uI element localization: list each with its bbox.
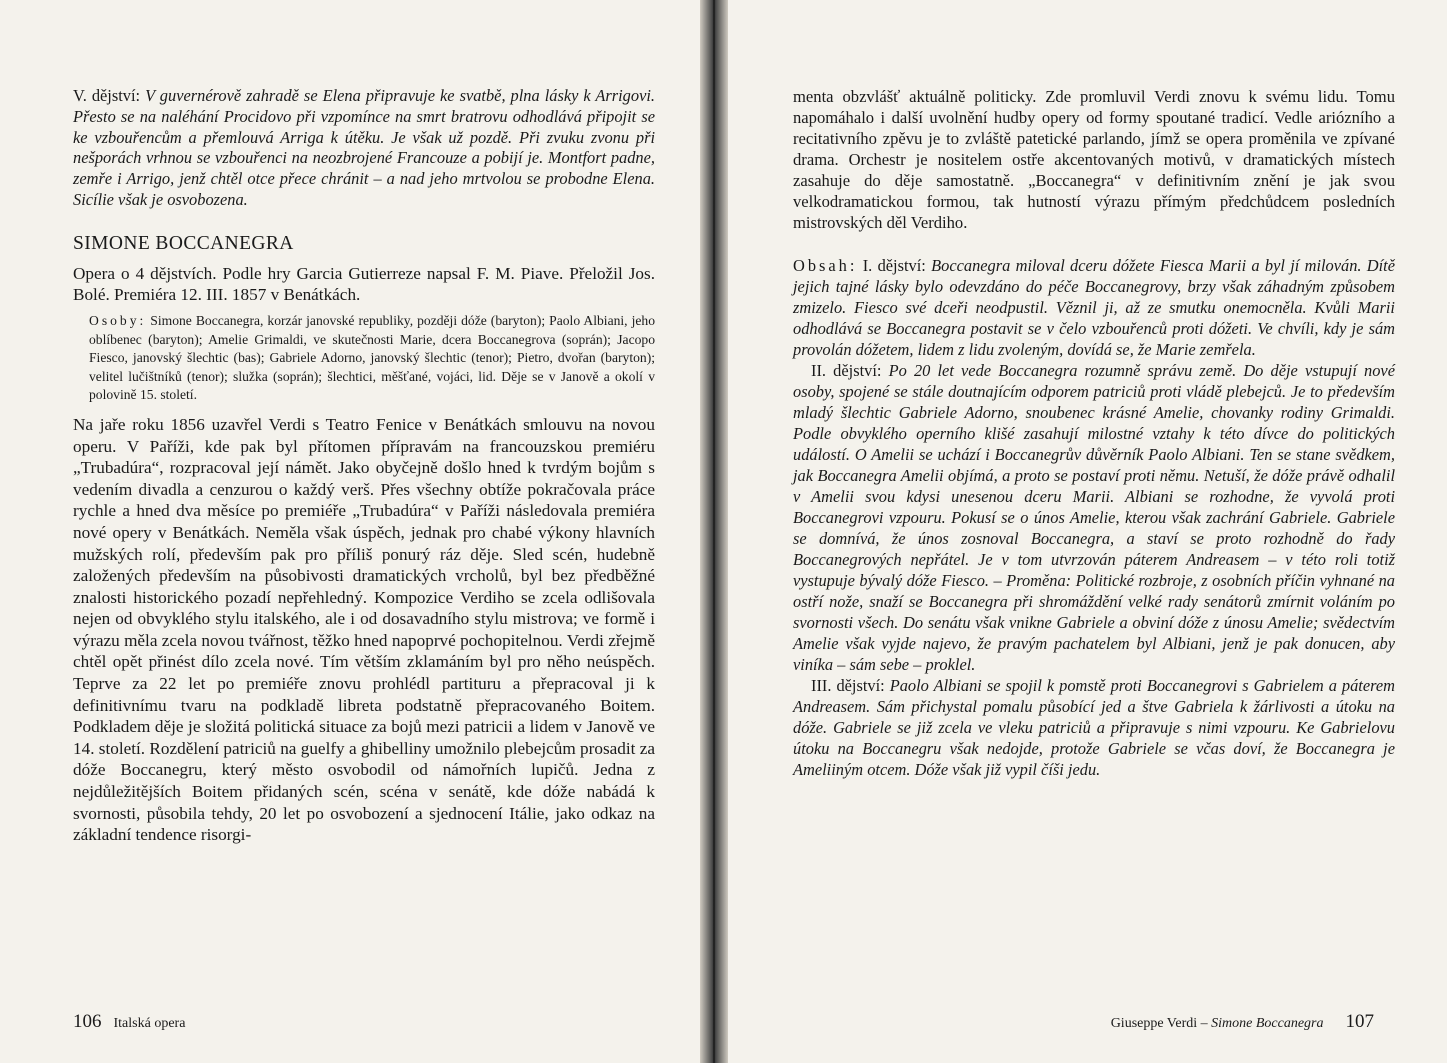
right-page <box>720 0 1447 1063</box>
left-text-column <box>73 86 655 846</box>
act-v-synopsis <box>73 86 655 211</box>
running-head-title: Simone Boccanegra <box>1211 1016 1324 1031</box>
act-ii-label: II. dějství: <box>811 361 889 380</box>
act-iii-text: Paolo Albiani se spojil k pomstě proti Boccanegrovi s Gabrielem a páterem Andreasem. Sám přichystal pomalu působící jed a štve Gabriela k žárlivosti a útoku na dóže. Gabriele se již zcela ve vleku patriciů a připravuje s nimi vzpouru. Ke Gabrielovu útoku na Boccanegru však nedojde, protože Gabriele se včas doví, že Boccanegra je Ameliiným otcem. Dóže však již vypil číši jedu. <box>793 676 1395 779</box>
act-i-text: Boccanegra miloval dceru dóžete Fiesca Marii a byl jí milován. Dítě jejich tajné lásky bylo odevzdáno do péče Boccanegrovy, brzy však záhadným způsobem zmizelo. Fiesco své dceři neodpustil. Věznil ji, až ze smutku onemocněla. Kvůli Marii odhodlává se Boccanegra postavit se v čelo vzbouřenců proti dóžeti. Ve chvíli, kdy je sám provolán dóžetem, lidem z lidu zvoleným, dovídá se, že Marie zemřela. <box>793 256 1396 359</box>
act-v-text: V guvernérově zahradě se Elena připravuje ke svatbě, plna lásky k Arrigovi. Přesto se na naléhání Procidovo při vzpomínce na smrt bratrovu odhodlává připojit se ke vzbouřencům a přemlouvá Arriga k útěku. Je však už pozdě. Při zvuku zvonu při nešporách vrhnou se vzbouřenci na neozbrojené Francouze a pobijí je. Montfort padne, zemře i Arrigo, jenž chtěl otce přece chránit – a nad jeho mrtvolou se probodne Elena. Sicílie však je osvobozena. <box>73 86 655 209</box>
act-ii-synopsis <box>793 360 1395 675</box>
running-head-right <box>1111 1016 1324 1031</box>
running-head-author: Giuseppe Verdi – <box>1110 1016 1212 1031</box>
act-i-label: I. dějství: <box>857 256 932 275</box>
act-ii-text: Po 20 let vede Boccanegra rozumně správu země. Do děje vstupují nové osoby, spojené se stále doutnajícím odporem patriciů proti vládě plebejců. Je to především mladý šlechtic Gabriele Adorno, snoubenec krásné Amelie, chovanky rodiny Grimaldi. Podle obvyklého operního klišé zasahují milostné vztahy k této dívce do politických událostí. O Amelii se uchází i Boccanegrův důvěrník Paolo Albiani. Ten se stane svědkem, jak Boccanegra Amelii objímá, a proto se postaví proti němu. Netuší, že dóže právě odhalil v Amelii svou kdysi unesenou dceru Marii. Albiani se rozhodne, že vyvolá proti Boccanegrovi vzpouru. Pokusí se o únos Amelie, kterou však zachrání Gabriele. Gabriele se domnívá, že únos zosnoval Boccanegra, a staví se proto rozhodně do řady Boccanegrových nepřátel. Je v tom utvrzován páterem Andreasem – v této roli totiž vystupuje bývalý dóže Fiesco. – Proměna: Politické rozbroje, z osobních příčin vyhnané na ostří nože, snaží se Boccanegra při shromáždění velké rady senátorů zmírnit voláním po svornosti všech. Do senátu však vnikne Gabriele a obviní dóže z únosu Amelie; svědectvím Amelie však vyjde najevo, že pravým pachatelem byl Albiani, jenž je pak donucen, aby viníka – sám sebe – proklel. <box>793 361 1395 674</box>
page-number-left: 106 <box>73 1011 102 1032</box>
history-paragraph: Na jaře roku 1856 uzavřel Verdi s Teatro Fenice v Benátkách smlouvu na novou operu. V Paříži, kde pak byl přítomen přípravám na francouzskou premiéru „Trubadúra“, rozpracoval její námět. Jako obyčejně došlo hned k tvrdým bojům s vedením divadla a cenzurou o každý verš. Přes všechny obtíže pokračovala práce rychle a hned dva měsíce po premiéře „Trubadúra“ v Paříži následovala premiéra nové opery v Benátkách. Neměla však úspěch, jednak pro chabé výkony hlavních mužských rolí, především pak pro příliš ponurý ráz děje. Sled scén, hudebně založených především na působivosti dramatických vrcholů, byl bez předběžné znalosti historického pozadí nepřehledný. Kompozice Verdiho se zcela odlišovala nejen od obvyklého stylu italského, ale i od dosavadního stylu mistrova; ve formě i výrazu měla zcela novou tvářnost, těžko hned napoprvé pochopitelnou. Verdi zřejmě chtěl opět přinést dílo zcela nové. Tím větším zklamáním byl pro něho neúspěch. Teprve za 22 let po premiéře znovu prohlédl partituru a přepracoval ji k definitivnímu tvaru na podkladě libreta podstatně přepracovaného Boitem. Podkladem děje je složitá politická situace za bojů mezi patricii a lidem v Janově ve 14. století. Rozdělení patriciů na guelfy a ghibelliny umožnilo plebejcům prosadit za dóže Boccanegru, který město osvobodil od námořních lupičů. Jedna z nejdůležitějších Boitem přidaných scén, scéna v senátě, kde dóže nabádá k svornosti, působila tehdy, 20 let po osvobození a sjednocení Itálie, jako odkaz na základní tendence risorgi- <box>73 414 655 845</box>
right-text-column <box>793 86 1395 780</box>
continuation-paragraph: menta obzvlášť aktuálně politicky. Zde promluvil Verdi znovu k svému lidu. Tomu napomáhalo i další uvolnění hudby opery od formy spoutané tradicí. Vedle ariózního a recitativního zpěvu je to zvláště patetické parlando, jímž se opera proměnila ve zpívané drama. Orchestr je nositelem ostře akcentovaných motivů, v dramatických místech zasahuje do děje samostatně. „Boccanegra“ v definitivním znění je jak svou velkodramatickou formou, tak hutností výrazu přímým předchůdcem posledních mistrovských děl Verdiho. <box>793 87 1395 232</box>
persons-label: Osoby: <box>89 312 147 328</box>
page-number-right: 107 <box>1345 1011 1374 1032</box>
opera-intro: Opera o 4 dějstvích. Podle hry Garcia Gutierreze napsal F. M. Piave. Přeložil Jos. Bolé. Premiéra 12. III. 1857 v Benátkách. <box>73 263 655 305</box>
act-i-synopsis <box>793 255 1395 360</box>
right-footer <box>1111 1011 1374 1033</box>
left-footer <box>73 1011 185 1033</box>
act-iii-synopsis <box>793 675 1395 780</box>
section-title: SIMONE BOCCANEGRA <box>73 232 294 254</box>
act-iii-label: III. dějství: <box>811 676 890 695</box>
persons-text: Simone Boccanegra, korzár janovské republiky, později dóže (baryton); Paolo Albiani, jeho oblíbenec (baryton); Amelie Grimaldi, ve skutečnosti Marie, dcera Boccanegrova (soprán); Jacopo Fiesco, janovský šlechtic (bas); Gabriele Adorno, janovský šlechtic (tenor); Pietro, dvořan (baryton); velitel lučištníků (tenor); služka (soprán); šlechtici, měšťané, vojáci, lid. Děje se v Janově a okolí v polovině 15. století. <box>89 312 655 403</box>
running-head-left: Italská opera <box>113 1016 186 1031</box>
content-label: Obsah: <box>793 256 858 275</box>
book-gutter <box>700 0 728 1063</box>
left-page <box>0 0 712 1063</box>
act-v-label: V. dějství: <box>73 86 146 105</box>
persons-list <box>73 312 655 405</box>
